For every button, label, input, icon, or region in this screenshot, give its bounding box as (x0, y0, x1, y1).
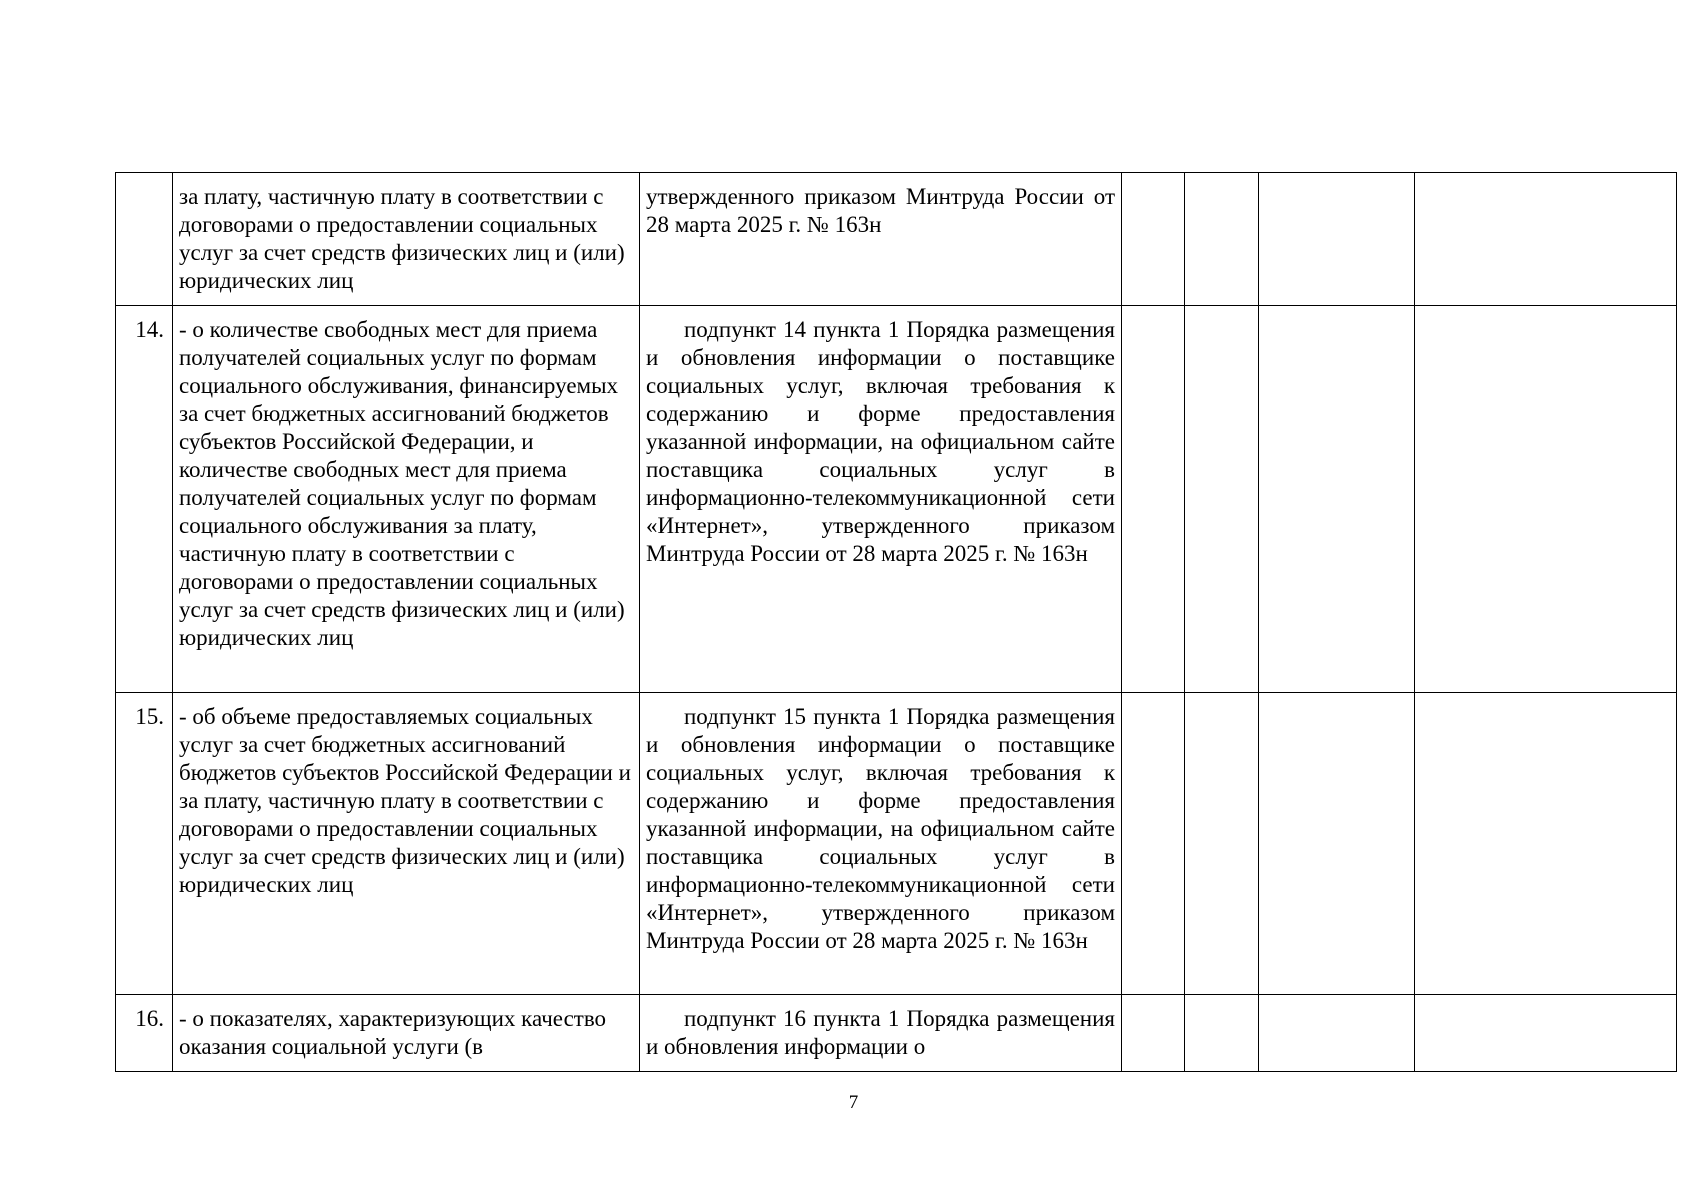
empty-cell (1259, 306, 1415, 693)
row-legal-basis: подпункт 16 пункта 1 Порядка размещения и обновления информации о (646, 1006, 1115, 1059)
table-row (116, 693, 1677, 995)
row-legal-basis-cell (640, 693, 1122, 995)
row-number: 16. (116, 995, 173, 1072)
table-row (116, 306, 1677, 693)
empty-cell (1122, 173, 1185, 306)
row-legal-basis: утвержденного приказом Минтруда России от 28 марта 2025 г. № 163н (640, 173, 1122, 306)
row-legal-basis: подпункт 15 пункта 1 Порядка размещения и обновления информации о поставщике социальных услуг, включая требования к содержанию и форме предоставления указанной информации, на официальном сайте поставщика социальных услуг в информационно-телекоммуникационной сети «Интернет», утвержденного приказом Минтруда России от 28 марта 2025 г. № 163н (646, 704, 1115, 953)
row-number (116, 173, 173, 306)
row-legal-basis: подпункт 14 пункта 1 Порядка размещения и обновления информации о поставщике социальных услуг, включая требования к содержанию и форме предоставления указанной информации, на официальном сайте поставщика социальных услуг в информационно-телекоммуникационной сети «Интернет», утвержденного приказом Минтруда России от 28 марта 2025 г. № 163н (646, 317, 1115, 566)
empty-cell (1415, 995, 1677, 1072)
empty-cell (1259, 173, 1415, 306)
page-number: 7 (848, 1092, 859, 1113)
empty-cell (1185, 995, 1259, 1072)
empty-cell (1185, 306, 1259, 693)
row-description: - о показателях, характеризующих качество оказания социальной услуги (в (173, 995, 640, 1072)
empty-cell (1259, 693, 1415, 995)
empty-cell (1415, 693, 1677, 995)
empty-cell (1415, 306, 1677, 693)
empty-cell (1122, 306, 1185, 693)
requirements-table (115, 172, 1677, 1072)
row-number: 14. (116, 306, 173, 693)
empty-cell (1185, 173, 1259, 306)
row-description: - об объеме предоставляемых социальных услуг за счет бюджетных ассигнований бюджетов субъектов Российской Федерации и за плату, частичную плату в соответствии с договорами о предоставлении социальных услуг за счет средств физических лиц и (или) юридических лиц (173, 693, 640, 995)
empty-cell (1259, 995, 1415, 1072)
empty-cell (1415, 173, 1677, 306)
row-number: 15. (116, 693, 173, 995)
row-legal-basis-cell (640, 995, 1122, 1072)
empty-cell (1122, 995, 1185, 1072)
row-description: - о количестве свободных мест для приема получателей социальных услуг по формам социального обслуживания, финансируемых за счет бюджетных ассигнований бюджетов субъектов Российской Федерации, и количестве свободных мест для приема получателей социальных услуг по формам социального обслуживания за плату, частичную плату в соответствии с договорами о предоставлении социальных услуг за счет средств физических лиц и (или) юридических лиц (173, 306, 640, 693)
row-legal-basis-cell (640, 306, 1122, 693)
table-row (116, 173, 1677, 306)
empty-cell (1185, 693, 1259, 995)
row-description: за плату, частичную плату в соответствии с договорами о предоставлении социальных услуг за счет средств физических лиц и (или) юридических лиц (173, 173, 640, 306)
empty-cell (1122, 693, 1185, 995)
table-row (116, 995, 1677, 1072)
